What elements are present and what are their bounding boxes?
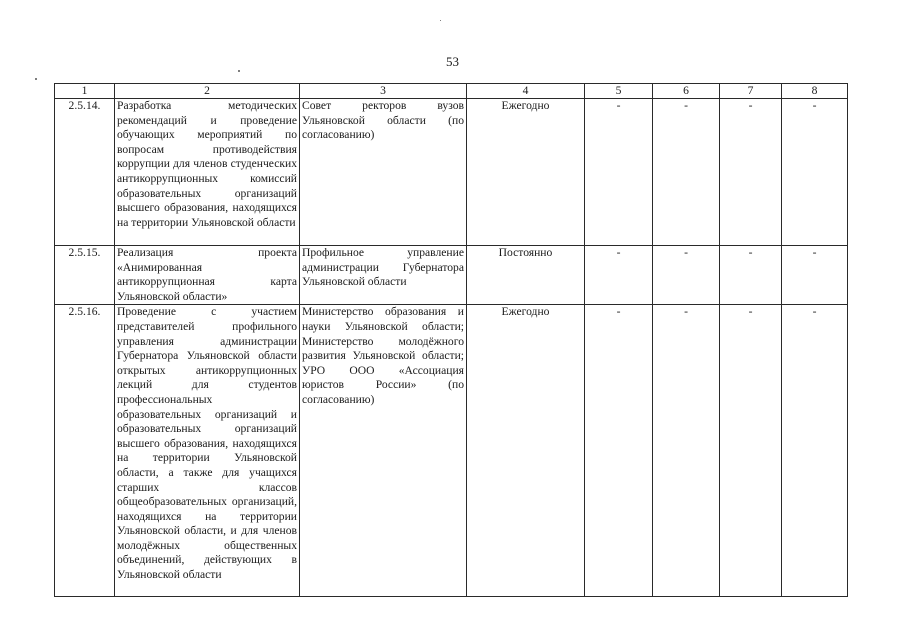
cell-column-7: -: [720, 305, 782, 597]
cell-column-7: -: [720, 246, 782, 305]
table-row: [55, 99, 848, 246]
cell-column-6: -: [653, 99, 720, 246]
cell-column-7: -: [720, 99, 782, 246]
execution-term: Постоянно: [467, 246, 585, 305]
column-header-4: 4: [467, 84, 585, 99]
responsible-executor: Совет ректоров вузов Ульяновской области (по согласованию): [300, 99, 467, 246]
row-number: 2.5.15.: [55, 246, 115, 305]
cell-column-8: -: [782, 305, 848, 597]
event-description: Реализация проекта «Анимированная антикоррупционная карта Ульяновской области»: [115, 246, 300, 305]
page-number: 53: [446, 54, 459, 69]
measures-table: [54, 83, 848, 597]
header-row: [55, 84, 848, 99]
table-row: [55, 246, 848, 305]
cell-column-6: -: [653, 246, 720, 305]
event-description: Разработка методических рекомендаций и проведение обучающих мероприятий по вопросам противодействия коррупции для членов студенческих антикоррупционных комиссий образовательных организаций высшего образования, находящихся на территории Ульяновской области: [115, 99, 300, 246]
cell-column-5: -: [585, 99, 653, 246]
event-description: Проведение с участием представителей профильного управления администрации Губернатора Ульяновской области открытых антикоррупционных лекций для студентов профессиональных образовательных организаций и образовательных организаций высшего образования, находящихся на территории Ульяновской области, а также для учащихся старших классов общеобразовательных организаций, находящихся на территории Ульяновской области, и для членов молодёжных общественных объединений, действующих в Ульяновской области: [115, 305, 300, 597]
scan-speck: [238, 70, 240, 72]
responsible-executor: Министерство образования и науки Ульяновской области; Министерство молодёжного развития Ульяновской области; УРО ООО «Ассоциация юристов России» (по согласованию): [300, 305, 467, 597]
column-header-3: 3: [300, 84, 467, 99]
column-header-2: 2: [115, 84, 300, 99]
column-header-7: 7: [720, 84, 782, 99]
table-row: [55, 305, 848, 597]
execution-term: Ежегодно: [467, 99, 585, 246]
cell-column-5: -: [585, 305, 653, 597]
column-header-1: 1: [55, 84, 115, 99]
row-number: 2.5.16.: [55, 305, 115, 597]
responsible-executor: Профильное управление администрации Губернатора Ульяновской области: [300, 246, 467, 305]
row-number: 2.5.14.: [55, 99, 115, 246]
cell-column-5: -: [585, 246, 653, 305]
column-header-6: 6: [653, 84, 720, 99]
cell-column-6: -: [653, 305, 720, 597]
scan-speck: [440, 20, 441, 21]
cell-column-8: -: [782, 99, 848, 246]
execution-term: Ежегодно: [467, 305, 585, 597]
column-header-8: 8: [782, 84, 848, 99]
scan-speck: [35, 78, 37, 80]
column-header-5: 5: [585, 84, 653, 99]
cell-column-8: -: [782, 246, 848, 305]
